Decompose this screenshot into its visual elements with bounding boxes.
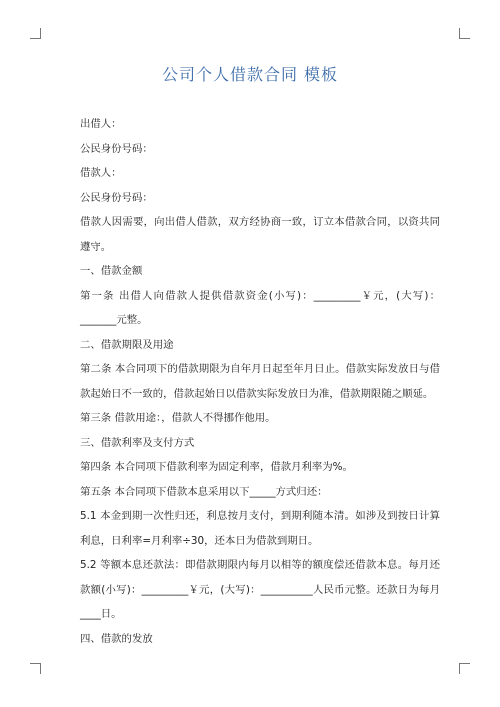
crop-mark-bottom-right: [459, 663, 470, 674]
preamble-paragraph: 借款人因需要，向出借人借款，双方经协商一致，订立本借款合同，以资共同遵守。: [80, 216, 440, 253]
section-heading-disbursement: 四、借款的发放: [80, 632, 153, 645]
document-title: 公司个人借款合同 模板: [161, 65, 339, 84]
document-body: [60, 112, 440, 651]
crop-mark-bottom-left: [30, 663, 41, 674]
article-5: 第五条 本合同项下借款本息采用以下_____方式归还：: [80, 485, 328, 498]
article-1: 第一条 出借人向借款人提供借款资金(小写)：_________￥元，(大写)：_______元整。: [80, 289, 440, 326]
clause-5-1: 5.1 本金到期一次性归还，利息按月支付，到期利随本清。如涉及到按日计算利息，日利率=月利率÷30，还本日为借款到期日。: [80, 510, 440, 547]
section-heading-term: 二、借款期限及用途: [80, 338, 174, 351]
lender-field: 出借人：: [80, 118, 122, 130]
article-3: 第三条 借款用途：，借款人不得挪作他用。: [80, 412, 276, 424]
section-heading-interest: 三、借款利率及支付方式: [80, 436, 195, 449]
borrower-field: 借款人：: [80, 167, 122, 179]
crop-mark-top-left: [30, 28, 41, 39]
clause-5-2: 5.2 等额本息还款法：即借款期限内每月以相等的额度偿还借款本息。每月还款额(小写)：_________￥元，(大写)：__________人民币元整。还款日为每月____日。: [80, 559, 440, 620]
lender-id-field: 公民身份号码：: [80, 142, 153, 155]
crop-mark-top-right: [459, 28, 470, 39]
section-heading-amount: 一、借款金额: [80, 265, 143, 277]
article-2: 第二条 本合同项下的借款期限为自年月日起至年月日止。借款实际发放日与借款起始日不一致的，借款起始日以借款实际发放日为准，借款期限随之顺延。: [80, 363, 440, 400]
borrower-id-field: 公民身份号码：: [80, 191, 153, 204]
article-4: 第四条 本合同项下借款利率为固定利率，借款月利率为%。: [80, 461, 353, 473]
